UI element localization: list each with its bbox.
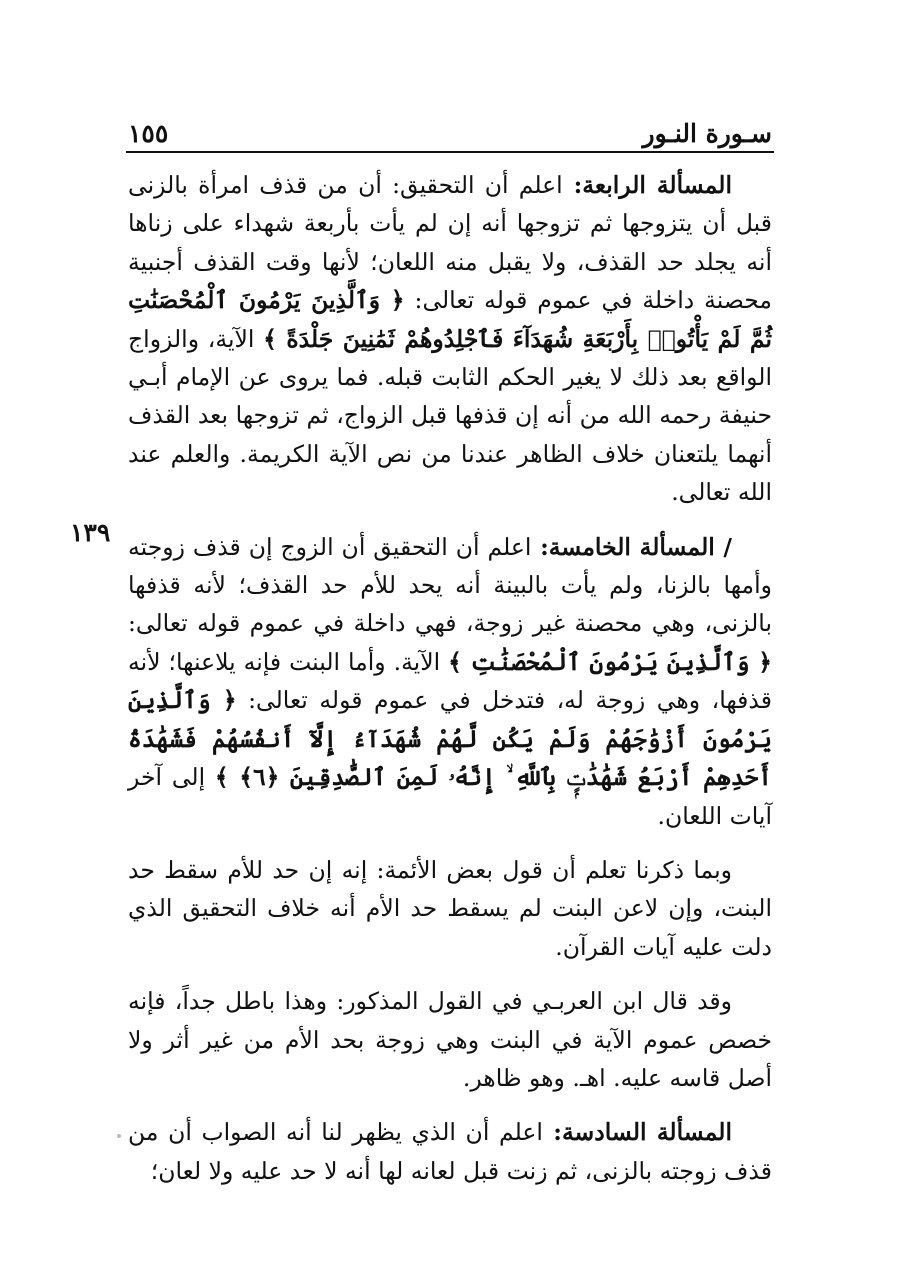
paragraph-ibn-arabi: وقد قال ابن العربـي في القول المذكور: وهذا باطل جداً، فإنه خصص عموم الآية في البنت وهي زوجة بحد الأم من غير أثر ولا أصل قاسه عليه. اهـ. وهو ظاهر. — [128, 987, 772, 1092]
paragraph-masala-4 — [128, 166, 772, 512]
paragraph-text: الآية، والزواج الواقع بعد ذلك لا يغير الحكم الثابت قبله. فما يروى عن الإمام أبـي حنيفة رحمه الله من أنه إن قذفها قبل الزواج، ثم تزوجها بعد القذف أنهما يلتعنان خلاف الظاهر عندنا من نص الآية الكريمة. والعلم عند الله تعالى. — [128, 324, 772, 507]
paragraph-text: اعلم أن التحقيق أن الزوج إن قذف زوجته وأمها بالزنا، ولم يأت بالبينة أنه يحد للأم حد القذف؛ لأنه قذفها بالزنى، وهي محصنة غير زوجة، فهي داخلة في عموم قوله تعالى: — [128, 532, 772, 638]
quran-verse: ﴿ وَٱلَّذِينَ يَرْمُونَ ٱلْمُحْصَنَٰتِ ثُمَّ لَمْ يَأْتُوا۟ بِأَرْبَعَةِ شُهَدَآءَ فَٱجْلِدُوهُمْ ثَمَٰنِينَ جَلْدَةً ﴾ — [128, 286, 772, 353]
paragraph-text: الآية. وأما البنت فإنه يلاعنها؛ لأنه قذفها، وهي زوجة له، فتدخل في عموم قوله تعالى: — [128, 647, 772, 715]
quran-verse: ﴿ وَٱلَّذِينَ يَرْمُونَ أَزْوَٰجَهُمْ وَلَمْ يَكُن لَّهُمْ شُهَدَآءُ إِلَّآ أَنفُسُهُمْ فَشَهَٰدَةُ أَحَدِهِمْ أَرْبَعُ شَهَٰدَٰتٍۭ بِٱللَّهِ ۙ إِنَّهُۥ لَمِنَ ٱلصَّٰدِقِينَ ﴿٦﴾ ﴾ — [128, 686, 772, 792]
quran-verse: ﴿ وَٱلَّذِينَ يَرْمُونَ ٱلْمُحْصَنَٰتِ ﴾ — [448, 647, 772, 676]
page-header — [128, 108, 772, 148]
surah-title: سـورة النـور — [642, 119, 772, 148]
page-body — [128, 166, 772, 1206]
paragraph-masala-6 — [128, 1113, 772, 1190]
page-number: ١٥٥ — [128, 119, 169, 148]
paragraph-imams-view: وبما ذكرنا تعلم أن قول بعض الأئمة: إنه إن حد للأم سقط حد البنت، وإن لاعن البنت لم يسقط حد الأم أنه خلاف التحقيق الذي دلت عليه آيات القرآن. — [128, 855, 772, 961]
scan-speck — [117, 1134, 121, 1138]
paragraph-text: اعلم أن التحقيق: أن من قذف امرأة بالزنى قبل أن يتزوجها ثم تزوجها أنه إن لم يأت بأربعة شهداء على زناها أنه يجلد حد القذف، ولا يقبل منه اللعان؛ لأنها وقت القذف أجنبية محصنة داخلة في عموم قوله تعالى: — [128, 171, 772, 315]
issue-heading: / المسألة الخامسة: — [531, 532, 732, 561]
paragraph-text: إلى آخر آيات اللعان. — [128, 763, 772, 830]
paragraph-masala-5 — [128, 528, 772, 835]
issue-heading: المسألة السادسة: — [542, 1118, 732, 1147]
issue-heading: المسألة الرابعة: — [562, 171, 732, 199]
margin-page-reference: ١٣٩ — [70, 518, 111, 547]
header-rule — [126, 151, 774, 153]
paragraph-text: اعلم أن الذي يظهر لنا أنه الصواب أن من قذف زوجته بالزنى، ثم زنت قبل لعانه لها أنه لا حد عليه ولا لعان؛ — [128, 1118, 772, 1185]
